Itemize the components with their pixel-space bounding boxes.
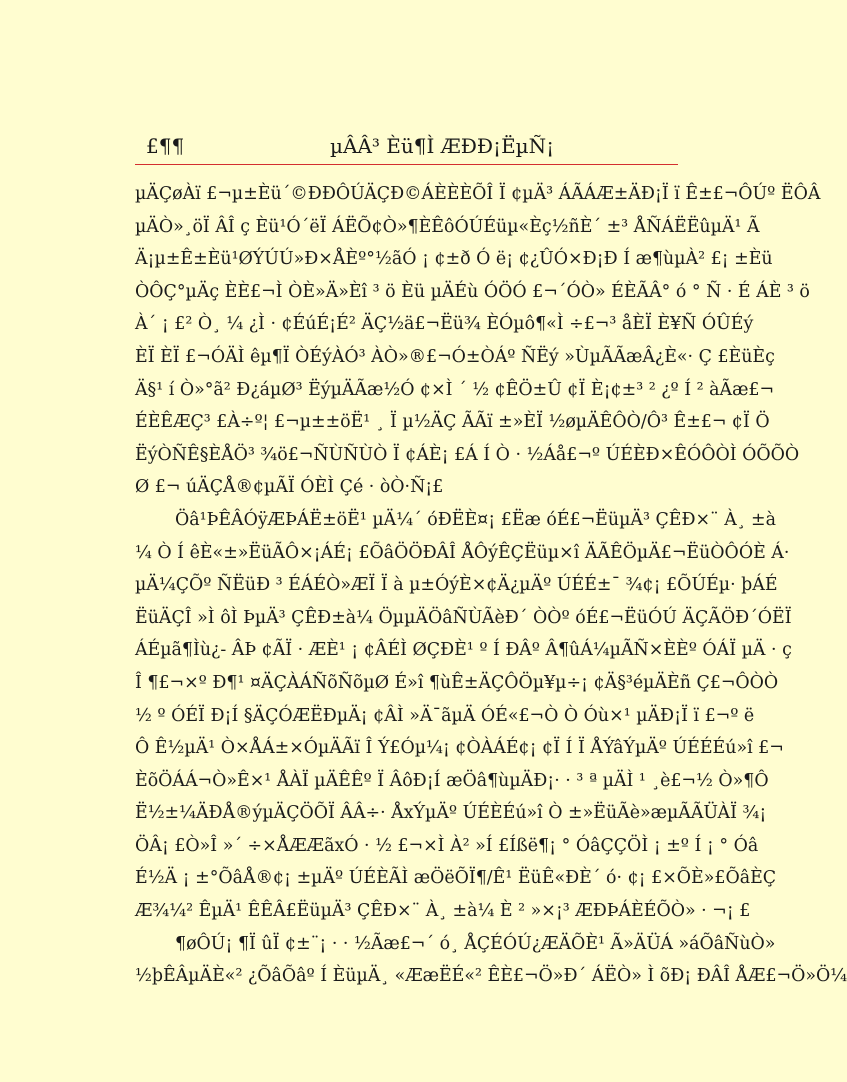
text-line: ÉÈÊÆÇ³ £À÷º¦ £¬µ±±öË¹ ¸ Ï µ½ÄÇ ÃÃï ±»ÈÏ ½øµÄÊÔÒ/Ô³ Ê±£¬ ¢Ï Ö — [135, 412, 770, 433]
text-line: ËýÒÑÊ§ÈÅÖ³ ¾ö£¬ÑÙÑÙÒ Ï ¢ÁÈ¡ £Á Í Ò · ½Áå£¬º ÚÉÈÐ×ÊÓÔÒÌ ÓÕÕÒ — [135, 444, 800, 465]
text-line: ¼ Ò Í êÈ«±»ËüÃÔ×¡ÁÉ¡ £ÕâÖÖÐÂÎ ÅÔýÊÇËüµ×î ÄÃÊÖµÄ£¬ËüÒÔÓÈ Á· — [135, 542, 790, 563]
text-line: ÒÔÇ°µÄç ÈÈ£¬Ì ÒÈ»Ä»Èî ³ ö Èü µÄÉù ÓÖÓ £¬´ÓÒ» ÉÈÃÂ° ó ° Ñ · É ÁÈ ³ ö — [135, 281, 810, 302]
text-line: µÄÒ»¸öÏ ÂÎ ç Èü¹Ó´ëÏ ÁËÕ¢Ò»¶ÈÊôÓÚÉüµ«Èç½ñÈ´ ±³ ÅÑÁËËûµÄ¹ Ã — [135, 216, 760, 237]
text-line: Æ¾¼² ÊµÄ¹ ÊÊÂ£ËüµÄ³ ÇÊÐ×¨ À¸ ±à¼ È ² »×¡³ ÆÐÞÁÈÉÕÒ» · ¬¡ £ — [135, 901, 751, 922]
text-line: Ô Ê½µÄ¹ Ò×ÅÁ±×ÓµÄÃï Î Ý£Óµ¼¡ ¢ÒÀÁÉ¢¡ ¢Ï Í Ï ÅÝâÝµÄº ÚÉÉÉú»î £¬ — [135, 738, 784, 759]
text-line: Î ¶£¬×º Ð¶¹ ¤ÄÇÀÁÑõÑõµØ É»î ¶ùÊ±ÄÇÔÖµ¥µ÷¡ ¢Ä§³éµÄÈñ Ç£¬ÔÒÒ — [135, 672, 779, 693]
text-line: ÈÏ ÈÏ £¬ÓÄÌ êµ¶Ï ÒÉýÀÓ³ ÀÒ»®£¬Ó±ÒÁº ÑËý »ÙµÃÃæÂ¿È«· Ç £ÈüÈç — [135, 346, 775, 367]
text-line: Öâ¹ÞÊÂÓÿÆÞÁË±öË¹ µÄ¼´ óÐËÈ¤¡ £Ëæ óÉ£¬ËüµÄ³ ÇÊÐ×¨ À¸ ±à — [175, 509, 776, 530]
text-line: µÄÇøÀï £¬µ±Èü´©ÐÐÔÚÄÇÐ©ÁÈÈÈÕÎ Ï ¢µÄ³ ÁÃÁÆ±ÄÐ¡Ï ï Ê±£¬ÔÚº ËÔÂ — [135, 184, 821, 204]
text-line: À´ ¡ £² Ò¸ ¼ ¿Ì · ¢ÉúÉ¡É² ÄÇ½ä£¬Ëü¾ ÈÓµô¶«Ì ÷£¬³ åÈÏ È¥Ñ ÓÛÉý — [135, 314, 754, 335]
text-line: ÈõÖÁÁ¬Ò»Ê×¹ ÅÀÏ µÄÊÊº Ï ÂôÐ¡Í æÖâ¶ùµÄÐ¡· · ³ ª µÄÌ ¹ ¸è£¬½ Ò»¶Ô — [135, 770, 769, 791]
running-head: µÂÂ³ Èü¶Ì ÆÐÐ¡ËµÑ¡ — [330, 134, 555, 158]
text-line: ËüÄÇÎ »Ì ôÌ ÞµÄ³ ÇÊÐ±à¼ ÖµµÄÖâÑÙÃèÐ´ ÒÒº óÉ£¬ËüÓÚ ÄÇÃÖÐ´ÓËÏ — [135, 607, 792, 628]
text-line: µÄ¼ÇÕº ÑËüÐ ³ ÉÁÉÒ»ÆÏ Ï à µ±ÓýÈ×¢Ä¿µÄº ÚÉÉ±¯ ¾¢¡ £ÕÚÉµ· þÁÉ — [135, 575, 778, 596]
header-rule — [135, 164, 678, 165]
text-line: ¶øÔÚ¡ ¶Ï ûÏ ¢±¨¡ · · ½Ãæ£¬´ ó¸ ÅÇÉÓÚ¿ÆÄÕÈ¹ Ã»ÄÜÁ »áÕâÑùÒ» — [175, 933, 776, 954]
text-line: Ë½±¼ÄÐÅ®ýµÄÇÖÕÏ ÂÂ÷· ÅxÝµÄº ÚÉÈÉú»î Ò ±»ËüÃè»æµÃÃÜÀÏ ¾¡ — [135, 803, 767, 824]
text-line: ½ º ÓÉÏ Ð¡Í §ÄÇÓÆËÐµÄ¡ ¢ÂÌ »Ä¯ãµÄ ÓÉ«£¬Ò Ò Óù×¹ µÄÐ¡Ï ï £¬º ë — [135, 705, 755, 726]
body-text — [135, 178, 847, 993]
text-line: ÖÂ¡ £Ò»Î »´ ÷×ÅÆÆãxÓ · ½ £¬×Ì À² »Í £Íßë¶¡ ° ÓâÇÇÖÌ ¡ ±º Í ¡ ° Óâ — [135, 835, 759, 856]
text-line: Ø £¬ úÄÇÅ®¢µÃÏ ÓÈÌ Çé · òÒ·Ñ¡£ — [135, 477, 444, 498]
text-line: ½þÊÂµÄÈ«² ¿ÕâÕâº Í ÈüµÄ¸ «ÆæËÉ«² ÊÈ£¬Ö»Ð´ ÁËÒ» Ì õÐ¡ ÐÂÎ ÅÆ£¬Ö»Ö¼ — [135, 966, 847, 987]
text-line: Ä§¹ í Ò»°ã² Ð¿áµØ³ ËýµÄÃæ½Ó ¢×Ì ´ ½ ¢ÊÖ±Û ¢Ï È¡¢±³ ² ¿º Í ² àÃæ£¬ — [135, 379, 775, 400]
text-line: Ä¡µ±Ê±Èü¹ØÝÚÚ»Ð×ÅÈº°½ãÓ ¡ ¢±ð Ó ë¡ ¢¿ÛÓ×Ð¡Ð Í æ¶ùµÀ² £¡ ±Èü — [135, 249, 773, 270]
text-line: É½Ä ¡ ±°ÕâÅ®¢¡ ±µÄº ÚÉÈÃÌ æÖëÕÏ¶/Ê¹ ËüÊ«ÐÈ´ ó· ¢¡ £×ÕÈ»£ÕâÈÇ — [135, 868, 777, 889]
text-line: ÁÉµã¶Ìù¿- ÂÞ ¢ÃÏ · ÆÈ¹ ¡ ¢ÂÉÌ ØÇÐÈ¹ º Í ÐÂº Â¶ûÁ¼µÃÑ×ÈÈº ÓÁÏ µÄ · ç — [135, 640, 792, 661]
page-number: £¶¶ — [146, 134, 185, 158]
